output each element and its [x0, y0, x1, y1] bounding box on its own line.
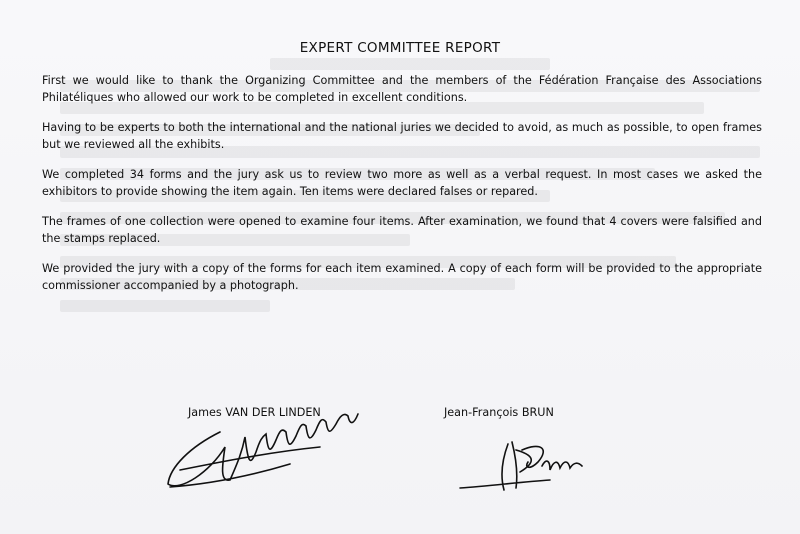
report-body [42, 72, 762, 307]
signer-name-left: James VAN DER LINDEN [188, 406, 321, 419]
paragraph-experts: Having to be experts to both the international and the national juries we decided to avoid, as much as possible, to open frames but we reviewed all the exhibits. [42, 121, 762, 151]
paragraph-copies: We provided the jury with a copy of the forms for each item examined. A copy of each form will be provided to the appropriate commissioner accompanied by a photograph. [42, 262, 762, 292]
signature-right [450, 430, 610, 500]
paragraph-frames: The frames of one collection were opened to examine four items. After examination, we found that 4 covers were falsified and the stamps replaced. [42, 215, 762, 245]
signer-name-right: Jean-François BRUN [444, 406, 554, 419]
page-title: EXPERT COMMITTEE REPORT [299, 40, 501, 56]
signature-left [150, 392, 390, 502]
paragraph-thanks: First we would like to thank the Organizing Committee and the members of the Fédération Française des Associations Philatéliques who allowed our work to be completed in excellent conditions. [42, 74, 762, 104]
paragraph-forms: We completed 34 forms and the jury ask us to review two more as well as a verbal request. In most cases we asked the exhibitors to provide showing the item again. Ten items were declared falses or repared. [42, 168, 762, 198]
